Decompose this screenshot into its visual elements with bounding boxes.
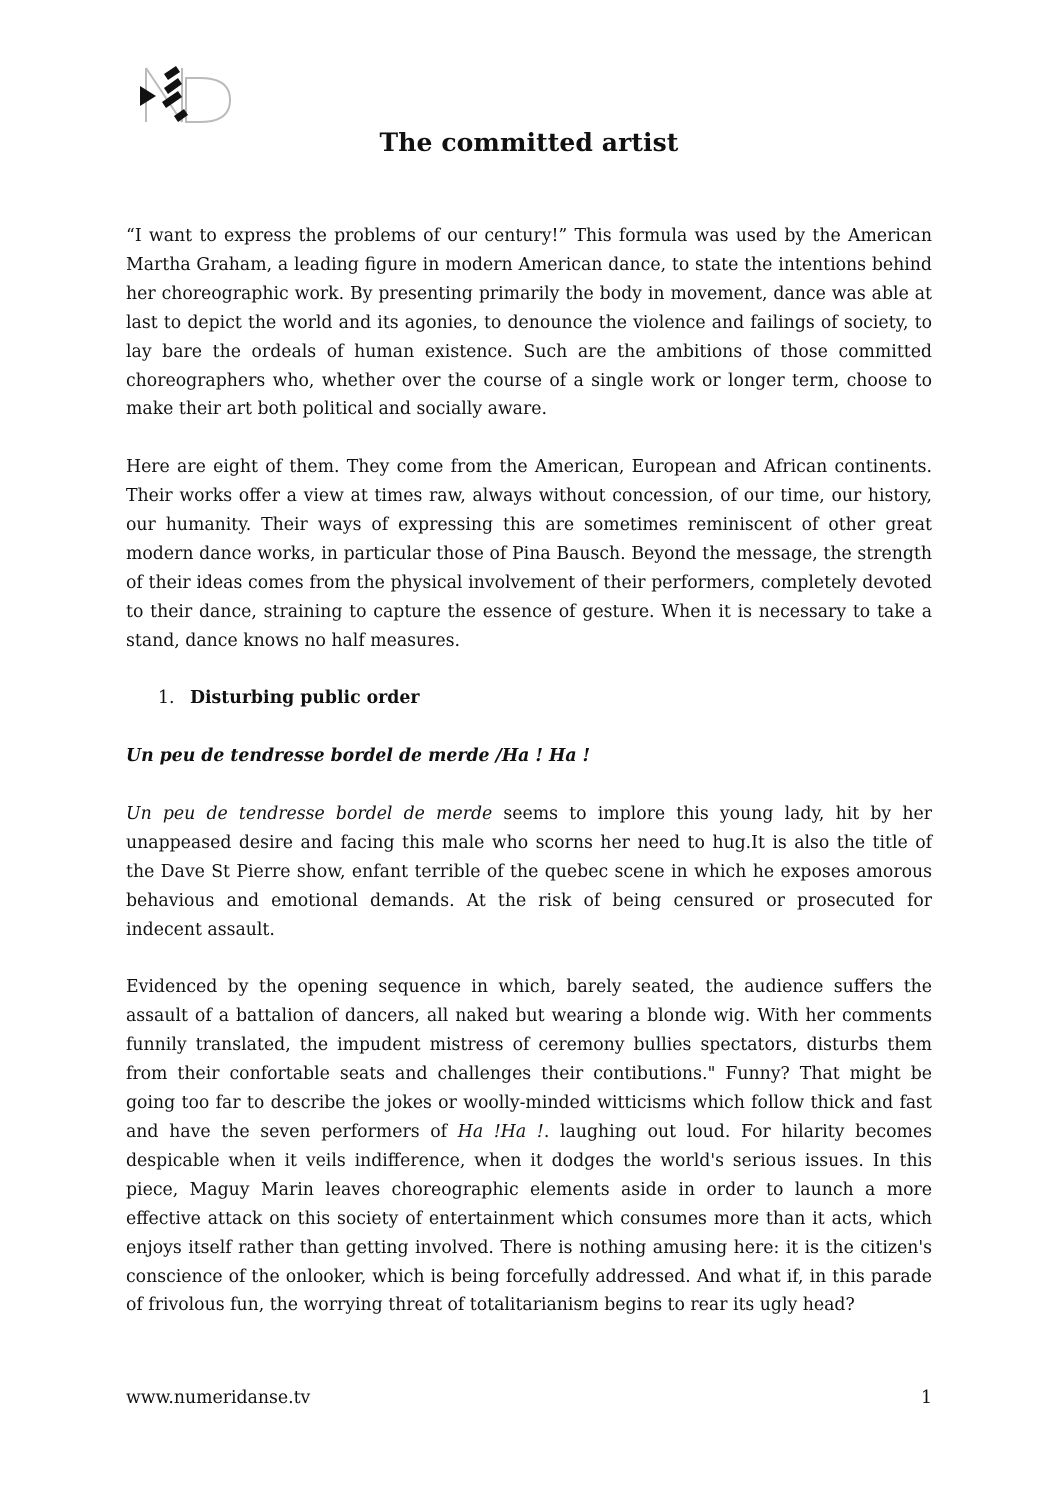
document-body: [126, 222, 932, 1320]
nd-logo-icon: [138, 64, 234, 126]
footer-url: www.numeridanse.tv: [126, 1388, 311, 1408]
section-heading: [126, 684, 932, 713]
haha-title-italic: Ha !Ha !: [457, 1122, 544, 1143]
haha-paragraph-part1: Evidenced by the opening sequence in which, barely seated, the audience suffers the assault of a battalion of dancers, all naked but wearing a blonde wig. With her comments funnily translated, the impudent mistress of ceremony bullies spectators, disturbs them from their confortable seats and challenges their contibutions." Funny? That might be going too far to describe the jokes or woolly-minded witticisms which follow thick and fast and have the seven performers of: [126, 977, 932, 1143]
haha-paragraph: [126, 973, 932, 1320]
haha-paragraph-part2: . laughing out loud. For hilarity becomes despicable when it veils indifference, when it dodges the world's serious issues. In this piece, Maguy Marin leaves choreographic elements aside in order to launch a more effective attack on this society of entertainment which consumes more than it acts, which enjoys itself rather than getting involved. There is nothing amusing here: it is the citizen's conscience of the onlooker, which is being forcefully addressed. And what if, in this parade of frivolous fun, the worrying threat of totalitarianism begins to rear its ugly head?: [126, 1122, 932, 1316]
show-title-italic: Un peu de tendresse bordel de merde: [126, 804, 493, 825]
eight-choreographers-paragraph: Here are eight of them. They come from the American, European and African continents. Their works offer a view at times raw, always without concession, of our time, our history, our humanity. Their ways of expressing this are sometimes reminiscent of other great modern dance works, in particular those of Pina Bausch. Beyond the message, the strength of their ideas comes from the physical involvement of their performers, completely devoted to their dance, straining to capture the essence of gesture. When it is necessary to take a stand, dance knows no half measures.: [126, 457, 932, 651]
logo: [138, 64, 234, 126]
show-subtitle: Un peu de tendresse bordel de merde /Ha ! Ha !: [126, 746, 591, 767]
intro-paragraph: “I want to express the problems of our century!” This formula was used by the American Martha Graham, a leading figure in modern American dance, to state the intentions behind her choreographic work. By presenting primarily the body in movement, dance was able at last to depict the world and its agonies, to denounce the violence and failings of society, to lay bare the ordeals of human existence. Such are the ambitions of those committed choreographers who, whether over the course of a single work or longer term, choose to make their art both political and socially aware.: [126, 226, 932, 420]
tendresse-paragraph: [126, 800, 932, 945]
section-number: 1.: [158, 688, 175, 709]
tendresse-paragraph-text: seems to implore this young lady, hit by her unappeased desire and facing this male who scorns her need to hug.It is also the title of the Dave St Pierre show, enfant terrible of the quebec scene in which he exposes amorous behavious and emotional demands. At the risk of being censured or prosecuted for indecent assault.: [126, 804, 932, 940]
page-number: 1: [921, 1388, 932, 1408]
section-heading-text: Disturbing public order: [190, 688, 420, 709]
page-title: The committed artist: [379, 128, 679, 157]
